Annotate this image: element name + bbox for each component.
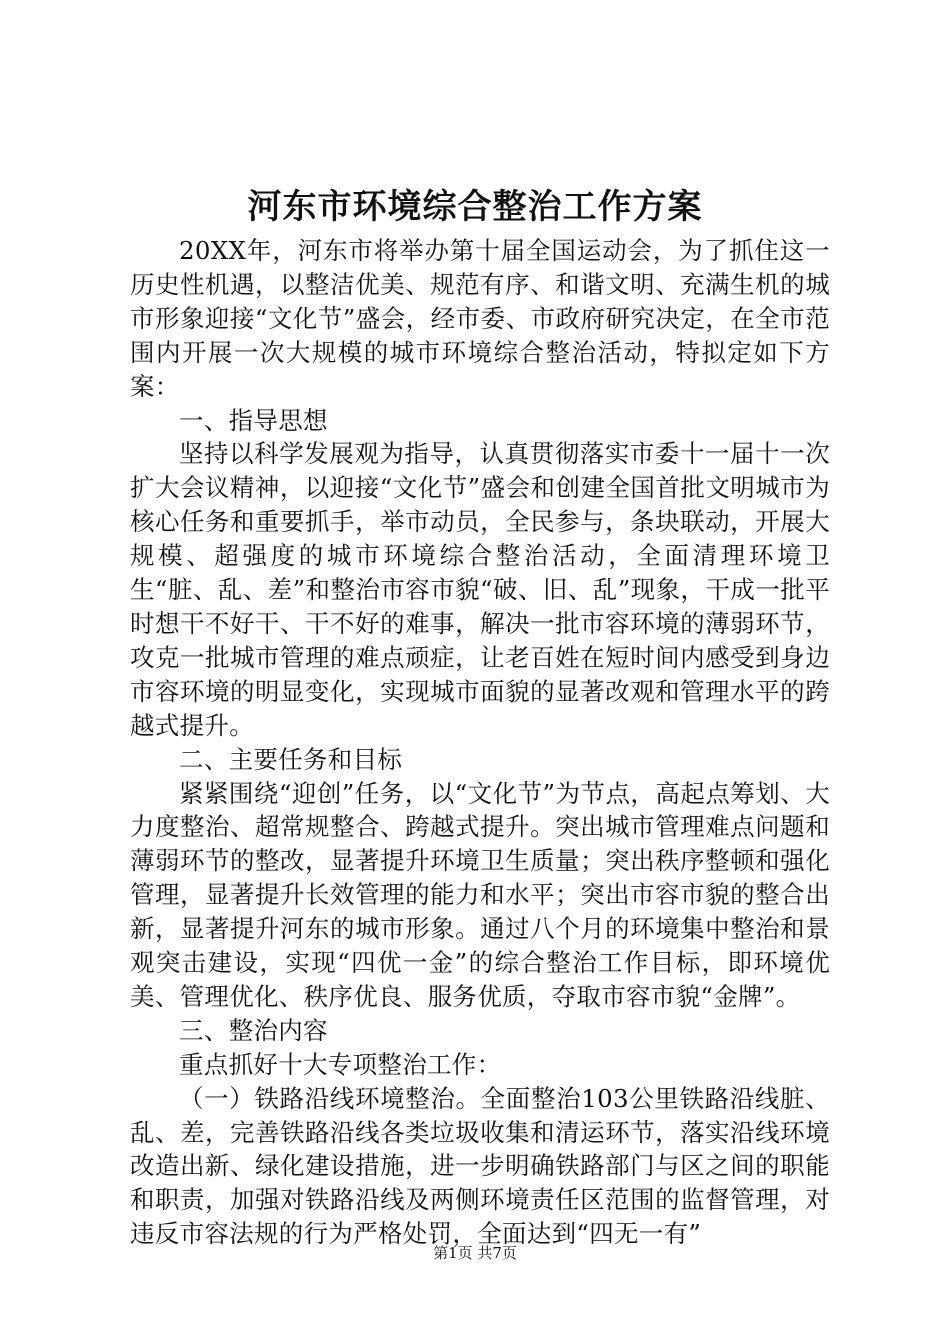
page-footer: 第1页 共7页 [433,1244,517,1262]
document-title: 河东市环境综合整治工作方案 [247,187,703,227]
heading-guiding-ideology: 一、指导思想 [179,405,328,435]
paragraph-main-tasks: 紧紧围绕“迎创”任务，以“文化节”为节点，高起点筹划、大力度整治、超常规整合、跨越式提升。突出城市管理难点问题和薄弱环节的整改，显著提升环境卫生质量；突出秩序整顿和强化管理，显著提升长效管理的能力和水平；突出市容市貌的整合出新，显著提升河东的城市形象。通过八个月的环境集中整治和景观突击建设，实现“四优一金”的综合整治工作目标，即环境优美、管理优化、秩序优良、服务优质，夺取市容市貌“金牌”。 [130,778,830,1011]
document-body [130,234,830,1251]
paragraph-intro: 20XX年，河东市将举办第十届全国运动会，为了抓住这一历史性机遇，以整洁优美、规范有序、和谐文明、充满生机的城市形象迎接“文化节”盛会，经市委、市政府研究决定，在全市范围内开展一次大规模的城市环境综合整治活动，特拟定如下方案： [130,236,830,401]
paragraph-guiding-ideology: 坚持以科学发展观为指导，认真贯彻落实市委十一届十一次扩大会议精神，以迎接“文化节”盛会和创建全国首批文明城市为核心任务和重要抓手，举市动员，全民参与，条块联动，开展大规模、超强度的城市环境综合整治活动，全面清理环境卫生“脏、乱、差”和整治市容市貌“破、旧、乱”现象，干成一批平时想干不好干、干不好的难事，解决一批市容环境的薄弱环节，攻克一批城市管理的难点顽症，让老百姓在短时间内感受到身边市容环境的明显变化，实现城市面貌的显著改观和管理水平的跨越式提升。 [130,439,830,740]
paragraph-railway-rectification: （一）铁路沿线环境整治。全面整治103公里铁路沿线脏、乱、差，完善铁路沿线各类垃圾收集和清运环节，落实沿线环境改造出新、绿化建设措施，进一步明确铁路部门与区之间的职能和职责，加强对铁路沿线及两侧环境责任区范围的监督管理，对违反市容法规的行为严格处罚，全面达到“四无一有” [130,1083,830,1249]
heading-main-tasks: 二、主要任务和目标 [179,744,403,774]
paragraph-ten-projects: 重点抓好十大专项整治工作： [179,1049,502,1079]
heading-rectification-content: 三、整治内容 [179,1015,328,1045]
